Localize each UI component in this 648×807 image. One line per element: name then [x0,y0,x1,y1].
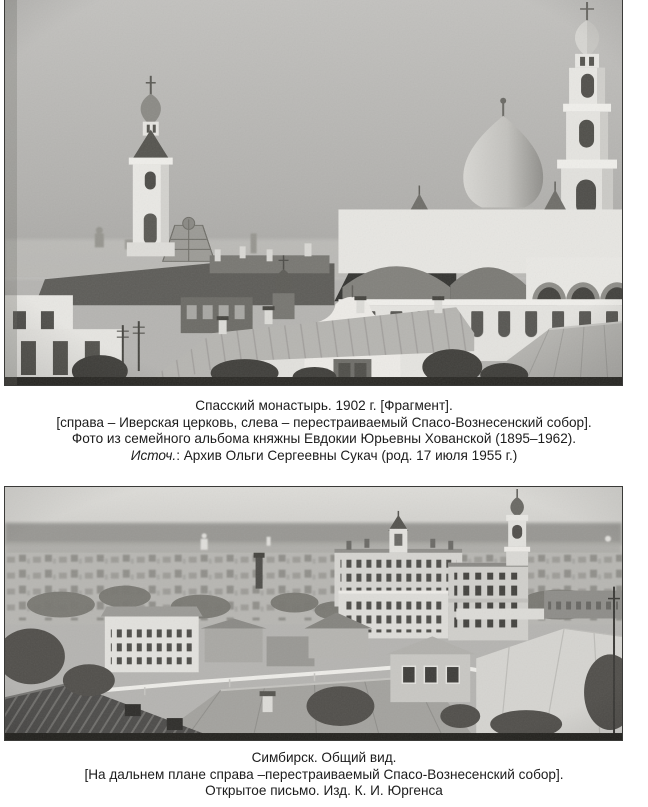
figure-simbirsk-view [4,486,623,741]
photo1-spassky-monastery-image [5,0,622,385]
caption-simbirsk-view [0,750,648,800]
caption1-source-label: Источ. [130,447,177,463]
caption1-source [0,448,648,465]
caption2-title: Симбирск. Общий вид. [251,750,397,765]
caption2-publisher: Открытое письмо. Изд. К. И. Юргенса [205,783,443,798]
caption2-detail: [На дальнем плане справа –перестраиваемый Спасо-Вознесенский собор]. [84,766,564,782]
caption1-title: Спасский монастырь. 1902 г. [Фрагмент]. [195,398,453,413]
caption1-detail: [справа – Иверская церковь, слева – перестраиваемый Спасо-Вознесенский собор]. [56,414,592,430]
caption-spassky-monastery [0,398,648,464]
figure-spassky-monastery [4,0,623,386]
photo2-simbirsk-view-image [5,487,622,740]
caption1-source-text: : Архив Ольги Сергеевны Сукач (род. 17 июля 1955 г.) [176,447,518,463]
caption1-provenance: Фото из семейного альбома княжны Евдокии Юрьевны Хованской (1895–1962). [71,431,577,446]
